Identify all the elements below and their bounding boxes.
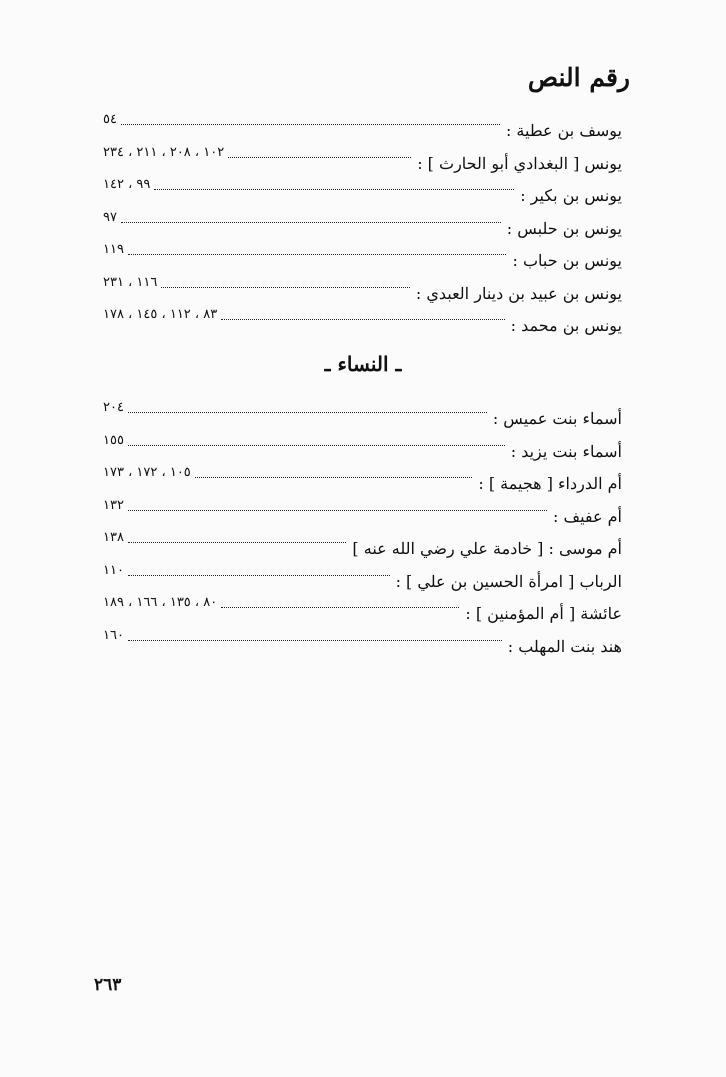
dot-leader xyxy=(121,122,500,125)
entry-page-refs: ٩٧ xyxy=(103,209,117,225)
index-entry xyxy=(0,307,726,340)
dot-leader xyxy=(121,220,501,223)
dot-leader xyxy=(128,443,505,446)
entry-page-refs: ٩٩ ، ١٤٢ xyxy=(103,177,151,192)
entry-name: أسماء بنت عميس : xyxy=(492,409,622,428)
index-entry xyxy=(0,275,726,308)
page-number: ٢٦٣ xyxy=(94,975,122,995)
entry-page-refs: ١١٩ xyxy=(103,242,124,257)
dot-leader xyxy=(128,252,507,255)
entry-page-refs: ١١٠ xyxy=(103,562,124,578)
entry-page-refs: ١٣٨ xyxy=(103,530,124,545)
index-entry xyxy=(0,595,726,628)
index-entry xyxy=(0,465,726,498)
entry-page-refs: ١٦٠ xyxy=(103,627,124,643)
index-entry xyxy=(0,498,726,531)
entry-name: يونس بن حلبس : xyxy=(506,218,622,238)
dot-leader xyxy=(161,285,409,288)
dot-leader xyxy=(221,317,504,320)
entry-name: أم موسى : [ خادمة علي رضي الله عنه ] xyxy=(352,539,622,558)
dot-leader xyxy=(195,475,473,478)
men-index-list xyxy=(0,112,726,340)
index-entry xyxy=(0,433,726,466)
entry-name: أم عفيف : xyxy=(553,506,622,526)
index-entry xyxy=(0,242,726,275)
entry-name: أم الدرداء [ هجيمة ] : xyxy=(478,474,622,493)
entry-page-refs: ٨٠ ، ١٣٥ ، ١٦٦ ، ١٨٩ xyxy=(103,595,218,610)
entry-name: يونس بن حباب : xyxy=(512,251,622,270)
index-entry xyxy=(0,145,726,178)
entry-page-refs: ١٥٥ xyxy=(103,432,124,448)
dot-leader xyxy=(128,540,346,543)
dot-leader xyxy=(128,410,487,413)
entry-name: أسماء بنت يزيد : xyxy=(510,441,622,461)
entry-page-refs: ٢٠٤ xyxy=(103,400,124,415)
section-title: ـ النساء ـ xyxy=(324,352,402,376)
entry-page-refs: ١٠٢ ، ٢٠٨ ، ٢١١ ، ٢٣٤ xyxy=(103,144,225,160)
dot-leader xyxy=(154,187,514,190)
page-title: رقم النص xyxy=(527,63,630,92)
entry-name: يونس [ البغدادي أبو الحارث ] : xyxy=(417,153,622,173)
index-entry xyxy=(0,112,726,145)
entry-name: عائشة [ أم المؤمنين ] : xyxy=(465,604,622,623)
entry-page-refs: ١١٦ ، ٢٣١ xyxy=(103,274,158,290)
entry-name: يونس بن بكير : xyxy=(520,186,622,205)
index-entry xyxy=(0,628,726,661)
dot-leader xyxy=(128,573,390,576)
index-entry xyxy=(0,530,726,563)
dot-leader xyxy=(128,638,502,641)
entry-page-refs: ١٠٥ ، ١٧٢ ، ١٧٣ xyxy=(103,465,191,480)
index-entry xyxy=(0,563,726,596)
index-entry xyxy=(0,210,726,243)
dot-leader xyxy=(228,155,411,158)
index-entry xyxy=(0,400,726,433)
entry-page-refs: ٨٣ ، ١١٢ ، ١٤٥ ، ١٧٨ xyxy=(103,307,218,322)
women-index-list xyxy=(0,400,726,660)
entry-name: هند بنت المهلب : xyxy=(507,636,622,656)
entry-name: يونس بن عبيد بن دينار العبدي : xyxy=(415,283,622,303)
dot-leader xyxy=(221,605,459,608)
entry-page-refs: ١٣٢ xyxy=(103,497,124,513)
entry-name: يوسف بن عطية : xyxy=(505,121,622,140)
dot-leader xyxy=(128,508,547,511)
index-entry xyxy=(0,177,726,210)
entry-name: الرباب [ امرأة الحسين بن علي ] : xyxy=(395,571,622,591)
entry-name: يونس بن محمد : xyxy=(510,316,622,335)
entry-page-refs: ٥٤ xyxy=(103,112,117,127)
